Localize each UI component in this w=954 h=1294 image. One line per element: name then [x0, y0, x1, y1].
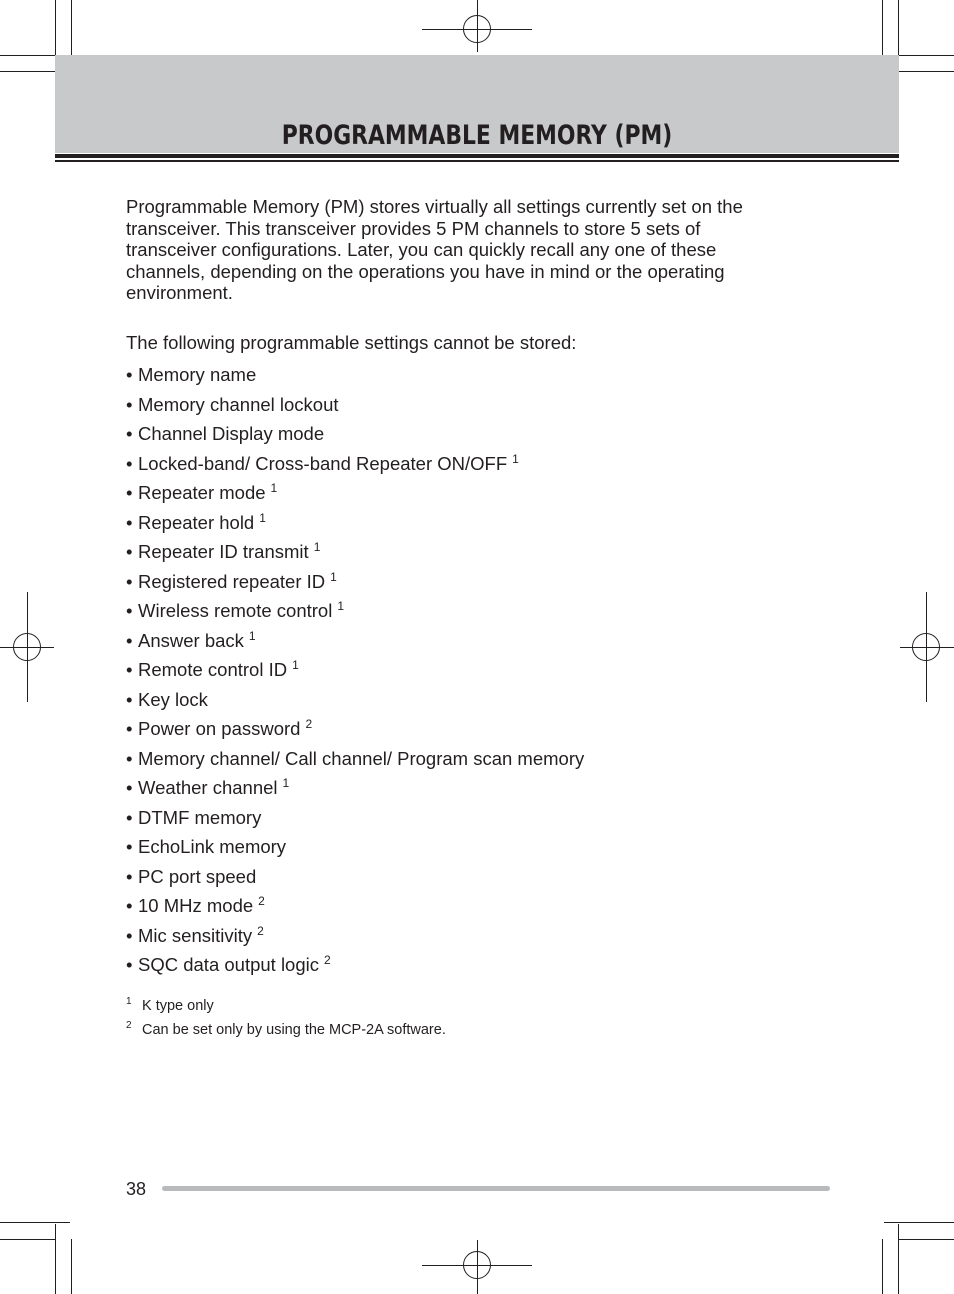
- crop-mark: [899, 55, 954, 56]
- list-item: [126, 685, 786, 715]
- list-item-text: Mic sensitivity: [138, 924, 253, 946]
- bullet-icon: •: [126, 836, 133, 857]
- footnote-reference: 1: [292, 658, 299, 672]
- list-item-text: PC port speed: [138, 865, 257, 887]
- registration-circle: [463, 1251, 491, 1279]
- crop-mark: [0, 1222, 70, 1223]
- list-item: [126, 950, 786, 980]
- bullet-icon: •: [126, 718, 133, 739]
- main-content: [126, 196, 786, 980]
- list-item-text: Remote control ID: [138, 659, 288, 680]
- registration-circle: [463, 15, 491, 43]
- non-storable-settings-list: [126, 360, 786, 980]
- bullet-icon: •: [126, 541, 133, 562]
- footnote: [126, 995, 446, 1019]
- bullet-icon: •: [126, 482, 133, 503]
- bullet-icon: •: [126, 423, 133, 444]
- list-item: [126, 714, 786, 744]
- list-item-text: Memory channel lockout: [138, 393, 339, 415]
- list-item-text: 10 MHz mode: [138, 895, 254, 916]
- list-item: [126, 921, 786, 951]
- bullet-icon: •: [126, 895, 133, 916]
- footnote-reference: 1: [512, 451, 519, 466]
- list-item-text: Weather channel: [138, 777, 278, 798]
- crop-mark: [0, 55, 55, 56]
- crop-mark: [71, 1239, 72, 1294]
- list-item: [126, 567, 786, 597]
- list-item: [126, 508, 786, 538]
- footnote-reference: 2: [258, 894, 265, 908]
- list-item: [126, 891, 786, 921]
- bullet-icon: •: [126, 393, 133, 415]
- bullet-icon: •: [126, 747, 133, 769]
- footnote-reference: 1: [270, 481, 278, 495]
- list-item-text: Power on password: [138, 718, 301, 739]
- list-item: [126, 596, 786, 626]
- bullet-icon: •: [126, 452, 133, 474]
- list-item: [126, 419, 786, 449]
- crop-mark: [884, 1222, 954, 1223]
- list-item-text: Wireless remote control: [138, 600, 333, 621]
- list-item-text: Memory name: [138, 364, 257, 385]
- footnote: [126, 1019, 446, 1043]
- footnote-text: K type only: [142, 998, 214, 1014]
- footnote-mark: 2: [126, 1020, 132, 1031]
- registration-circle: [912, 633, 940, 661]
- crop-mark: [55, 1224, 56, 1294]
- footnote-reference: 1: [259, 510, 266, 525]
- list-item-text: Key lock: [138, 688, 208, 710]
- bullet-icon: •: [126, 629, 133, 651]
- list-item: [126, 478, 786, 508]
- crop-mark: [0, 1239, 55, 1240]
- footnote-reference: 2: [257, 923, 264, 938]
- list-item: [126, 773, 786, 803]
- footnote-mark: 1: [126, 996, 132, 1007]
- crop-mark: [882, 1239, 883, 1294]
- list-item: [126, 626, 786, 656]
- bullet-icon: •: [126, 364, 133, 385]
- page-title: PROGRAMMABLE MEMORY (PM): [281, 120, 673, 151]
- list-item-text: Channel Display mode: [138, 423, 325, 444]
- list-item: [126, 744, 786, 774]
- bullet-icon: •: [126, 659, 133, 680]
- footnote-reference: 1: [337, 599, 344, 613]
- bullet-icon: •: [126, 688, 133, 710]
- footnote-reference: 1: [282, 776, 290, 790]
- list-item-text: Registered repeater ID: [138, 570, 326, 592]
- list-item-text: Repeater mode: [138, 482, 266, 503]
- header-rule: [55, 154, 899, 158]
- header-rule-thin: [55, 160, 899, 162]
- bullet-icon: •: [126, 865, 133, 887]
- footnote-reference: 2: [324, 953, 331, 967]
- footer-bar: [162, 1186, 830, 1191]
- bullet-icon: •: [126, 806, 133, 828]
- footnote-reference: 2: [305, 717, 313, 731]
- list-item: [126, 449, 786, 479]
- list-item: [126, 390, 786, 420]
- list-item: [126, 655, 786, 685]
- list-item-text: Repeater hold: [138, 511, 255, 533]
- bullet-icon: •: [126, 570, 133, 592]
- footnote-reference: 1: [248, 628, 256, 643]
- list-item-text: SQC data output logic: [138, 954, 319, 975]
- registration-circle: [13, 633, 41, 661]
- list-item: [126, 862, 786, 892]
- list-item-text: Repeater ID transmit: [138, 541, 309, 562]
- bullet-icon: •: [126, 924, 133, 946]
- list-item-text: Locked-band/ Cross-band Repeater ON/OFF: [138, 452, 508, 474]
- bullet-icon: •: [126, 511, 133, 533]
- crop-mark: [899, 1239, 954, 1240]
- footnote-reference: 1: [330, 569, 337, 584]
- list-item-text: Answer back: [138, 629, 244, 651]
- list-item: [126, 360, 786, 390]
- crop-mark: [898, 1224, 899, 1294]
- footnotes: [126, 995, 446, 1043]
- bullet-icon: •: [126, 954, 133, 975]
- page-number: 38: [126, 1179, 147, 1199]
- list-item-text: Memory channel/ Call channel/ Program scan memory: [138, 747, 585, 769]
- footnote-reference: 1: [313, 540, 321, 554]
- bullet-icon: •: [126, 777, 133, 798]
- list-item-text: DTMF memory: [138, 806, 262, 828]
- list-item-text: EchoLink memory: [138, 836, 287, 857]
- list-item: [126, 832, 786, 862]
- crop-mark: [882, 0, 883, 55]
- list-item: [126, 537, 786, 567]
- list-lead: The following programmable settings cannot be stored:: [126, 331, 577, 353]
- crop-mark: [71, 0, 72, 55]
- intro-paragraph: Programmable Memory (PM) stores virtually all settings currently set on the transceiver. This transceiver provides 5 PM channels to store 5 sets of transceiver configurations. Later, you can quickly recall any one of these channels, depending on the operations you have in mind or the operating environment.: [126, 196, 743, 303]
- footnote-text: Can be set only by using the MCP-2A software.: [142, 1022, 446, 1038]
- list-item: [126, 803, 786, 833]
- bullet-icon: •: [126, 600, 133, 621]
